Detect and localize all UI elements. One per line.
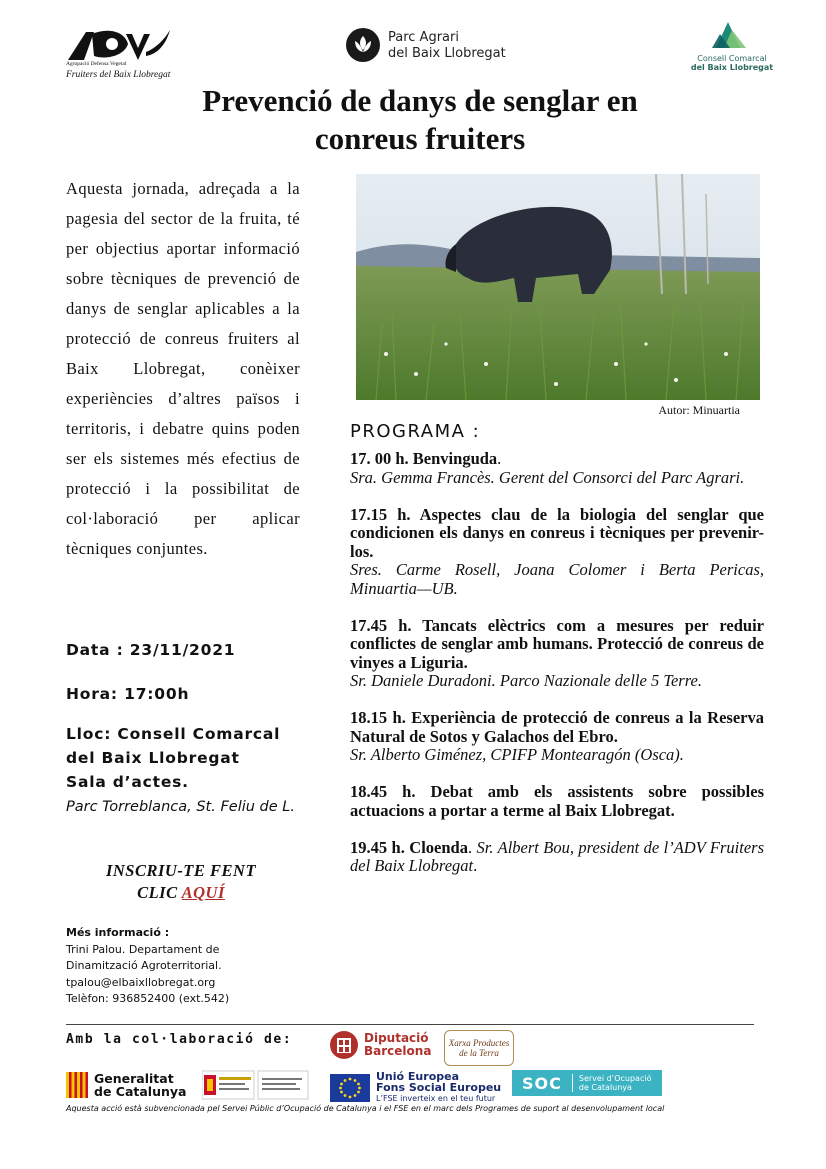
- parc-agrari-name: Parc Agrari del Baix Llobregat: [388, 30, 506, 61]
- eu-flag-icon: [330, 1074, 370, 1102]
- funding-note: Aquesta acció està subvencionada pel Servei Públic d’Ocupació de Catalunya i el FSE en el marc dels Programes de suport al desenvolupament local: [66, 1104, 665, 1113]
- program-item: 17. 00 h. Benvinguda. Sra. Gemma Francès. Gerent del Consorci del Parc Agrari.: [350, 449, 745, 487]
- program-item: 18.15 h. Experiència de protecció de conreus a la Reserva Natural de Sotos y Galachos del Ebro. Sr. Alberto Giménez, CPIFP Montearagón (Osca).: [350, 708, 764, 764]
- collaboration-label: Amb la col·laboració de:: [66, 1032, 293, 1047]
- program-item: 17.15 h. Aspectes clau de la biologia del senglar que condicionen els danys en conreus i tècniques per prevenir-los. Sres. Carme Rosell, Joana Colomer i Berta Pericas, Minuartia—UB.: [350, 504, 764, 598]
- generalitat-logo: Generalitat de Catalunya: [66, 1072, 186, 1098]
- adv-logo-mark: [66, 26, 176, 62]
- more-info-label: Més informació :: [66, 926, 170, 939]
- adv-logo: [66, 26, 176, 84]
- ministerio-logo: [202, 1069, 310, 1101]
- consell-comarcal-logo: [690, 20, 780, 80]
- wild-boar-photo: [356, 174, 760, 400]
- consell-mark-icon: [690, 20, 774, 52]
- event-place: Lloc: Consell Comarcal del Baix Llobregat Sala d’actes.: [66, 725, 281, 791]
- divider: [66, 1024, 754, 1025]
- adv-subtitle: Agrupació Defensa Vegetal: [66, 61, 127, 67]
- adv-name: Fruiters del Baix Llobregat: [66, 70, 171, 80]
- intro-paragraph: Aquesta jornada, adreçada a la pagesia del sector de la fruita, té per objectius aportar informació sobre tècniques de prevenció de danys de senglar aplicables a la protecció de conreus fruiters al Baix Llobregat, conèixer experiències d’altres països i territoris, i debatre quins poden ser els sistemes més efectius de protecció i la possibilitat de col·laboració per aplicar tècniques conjuntes.: [66, 179, 300, 558]
- signup-link[interactable]: AQUÍ: [181, 883, 225, 902]
- diputacio-shield-icon: [330, 1030, 358, 1060]
- program-item: 19.45 h. Cloenda. Sr. Albert Bou, president de l’ADV Fruiters del Baix Llobregat.: [350, 837, 765, 875]
- program-item: 17.45 h. Tancats elèctrics com a mesures per reduir conflictes de senglar amb humans. Protecció de conreus de vinyes a Liguria. Sr. Daniele Duradoni. Parco Nazionale delle 5 Terre.: [350, 615, 764, 690]
- event-address: Parc Torreblanca, St. Feliu de L.: [66, 799, 295, 815]
- program-heading: PROGRAMA :: [350, 421, 481, 442]
- photo-credit: Autor: Minuartia: [658, 403, 740, 417]
- program-list: [350, 450, 764, 894]
- more-info: Més informació : Trini Palou. Departament de Dinamització Agroterritorial. tpalou@elbaixllobregat.org Telèfon: 936852400 (ext.542): [66, 925, 326, 1008]
- consell-name: Consell Comarcal del Baix Llobregat: [690, 54, 774, 72]
- page-title: Prevenció de danys de senglar en conreus fruiters: [202, 83, 638, 156]
- soc-logo: SOC Servei d’Ocupació de Catalunya: [512, 1070, 662, 1096]
- contact-phone: Telèfon: 936852400 (ext.542): [66, 992, 230, 1005]
- signup-callout: INSCRIU-TE FENT CLIC AQUÍ: [105, 861, 257, 902]
- program-item: 18.45 h. Debat amb els assistents sobre possibles actuacions a portar a terme al Baix Llobregat.: [350, 782, 764, 820]
- senyera-icon: [66, 1072, 88, 1098]
- event-date: Data : 23/11/2021: [66, 641, 236, 659]
- eu-fse-logo: Unió Europea Fons Social Europeu L’FSE inverteix en el teu futur: [330, 1071, 501, 1104]
- xarxa-productes-logo: Xarxa Productes de la Terra: [444, 1030, 514, 1066]
- diputacio-logo: Diputació Barcelona: [330, 1030, 431, 1060]
- event-time: Hora: 17:00h: [66, 685, 190, 703]
- contact-email[interactable]: tpalou@elbaixllobregat.org: [66, 975, 216, 989]
- leaf-icon: [346, 28, 380, 62]
